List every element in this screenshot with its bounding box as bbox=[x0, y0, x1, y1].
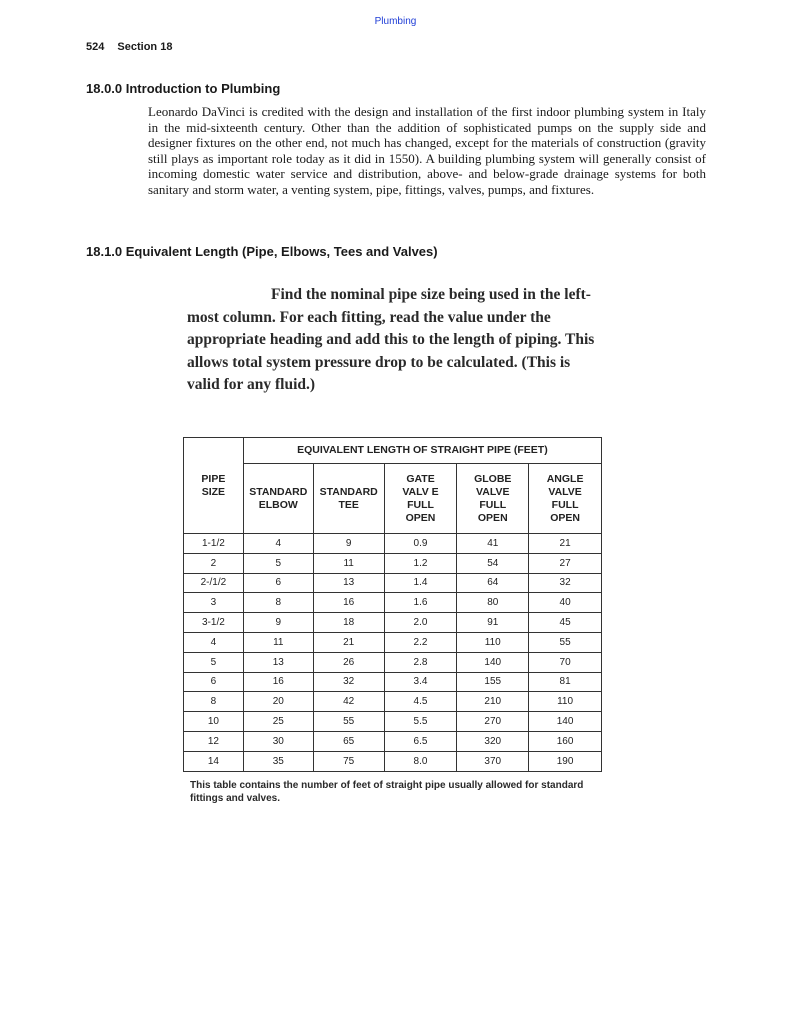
table-cell: 1-1/2 bbox=[184, 534, 244, 554]
table-cell: 3.4 bbox=[384, 672, 457, 692]
table-cell: 5.5 bbox=[384, 712, 457, 732]
table-cell: 5 bbox=[243, 553, 313, 573]
table-cell: 4 bbox=[243, 534, 313, 554]
table-cell: 35 bbox=[243, 751, 313, 771]
table-row bbox=[184, 692, 602, 712]
table-cell: 41 bbox=[457, 534, 529, 554]
table-cell: 13 bbox=[313, 573, 384, 593]
table-row bbox=[184, 751, 602, 771]
table-cell: 6.5 bbox=[384, 731, 457, 751]
table-cell: 91 bbox=[457, 613, 529, 633]
table-cell: 40 bbox=[529, 593, 602, 613]
table-cell: 5 bbox=[184, 652, 244, 672]
table-cell: 18 bbox=[313, 613, 384, 633]
table-row bbox=[184, 672, 602, 692]
table-cell: 155 bbox=[457, 672, 529, 692]
table-cell: 30 bbox=[243, 731, 313, 751]
table-cell: 27 bbox=[529, 553, 602, 573]
table-row bbox=[184, 534, 602, 554]
header-globe-valve: GLOBE VALVE FULL OPEN bbox=[457, 464, 529, 534]
table-cell: 25 bbox=[243, 712, 313, 732]
table-cell: 2-/1/2 bbox=[184, 573, 244, 593]
table-cell: 2.2 bbox=[384, 632, 457, 652]
table-cell: 75 bbox=[313, 751, 384, 771]
table-row bbox=[184, 613, 602, 633]
table-cell: 270 bbox=[457, 712, 529, 732]
table-cell: 2.8 bbox=[384, 652, 457, 672]
table-cell: 14 bbox=[184, 751, 244, 771]
table-row bbox=[184, 652, 602, 672]
table-cell: 81 bbox=[529, 672, 602, 692]
table-cell: 32 bbox=[529, 573, 602, 593]
table-cell: 10 bbox=[184, 712, 244, 732]
table-row bbox=[184, 593, 602, 613]
table-row bbox=[184, 712, 602, 732]
table-cell: 45 bbox=[529, 613, 602, 633]
table-cell: 65 bbox=[313, 731, 384, 751]
table-cell: 6 bbox=[184, 672, 244, 692]
table-cell: 9 bbox=[243, 613, 313, 633]
table-cell: 3-1/2 bbox=[184, 613, 244, 633]
table-body bbox=[184, 534, 602, 772]
table-cell: 80 bbox=[457, 593, 529, 613]
header-gate-valve: GATE VALV E FULL OPEN bbox=[384, 464, 457, 534]
header-pipe-size: PIPE SIZE bbox=[184, 438, 244, 534]
table-cell: 1.4 bbox=[384, 573, 457, 593]
table-cell: 4.5 bbox=[384, 692, 457, 712]
page-number: 524 bbox=[86, 41, 105, 53]
table-cell: 16 bbox=[313, 593, 384, 613]
table-cell: 8.0 bbox=[384, 751, 457, 771]
section-label: Section 18 bbox=[117, 41, 173, 53]
table-cell: 0.9 bbox=[384, 534, 457, 554]
header-angle-valve: ANGLE VALVE FULL OPEN bbox=[529, 464, 602, 534]
table-cell: 4 bbox=[184, 632, 244, 652]
table-cell: 13 bbox=[243, 652, 313, 672]
table-cell: 55 bbox=[313, 712, 384, 732]
table-cell: 6 bbox=[243, 573, 313, 593]
table-cell: 21 bbox=[529, 534, 602, 554]
table-title: EQUIVALENT LENGTH OF STRAIGHT PIPE (FEET) bbox=[243, 438, 601, 464]
table-row bbox=[184, 573, 602, 593]
table-cell: 3 bbox=[184, 593, 244, 613]
table-cell: 12 bbox=[184, 731, 244, 751]
table-cell: 160 bbox=[529, 731, 602, 751]
equivalent-length-table bbox=[183, 437, 602, 772]
instructions-paragraph: Find the nominal pipe size being used in the left-most column. For each fitting, read the value under the appropriate heading and add this to the length of piping. This allows total system pressure drop to be calculated. (This is valid for any fluid.) bbox=[187, 286, 595, 393]
table-row bbox=[184, 632, 602, 652]
intro-paragraph: Leonardo DaVinci is credited with the design and installation of the first indoor plumbing system in Italy in the mid-sixteenth century. Other than the addition of sophisticated pumps on the supply side and designer fixtures on the other end, not much has changed, except for the materials of construction (gravity still plays as important role today as it did in 1550). A building plumbing system will generally consist of incoming domestic water service and distribution, above- and below-grade drainage systems for both sanitary and storm water, a venting system, pipe, fittings, valves, pumps, and fixtures. bbox=[148, 104, 706, 197]
table-cell: 140 bbox=[529, 712, 602, 732]
table-cell: 9 bbox=[313, 534, 384, 554]
table-caption: This table contains the number of feet of straight pipe usually allowed for standard fittings and valves. bbox=[190, 780, 584, 804]
header-standard-tee: STANDARD TEE bbox=[313, 464, 384, 534]
table-cell: 1.2 bbox=[384, 553, 457, 573]
table-cell: 2.0 bbox=[384, 613, 457, 633]
running-head: Plumbing bbox=[374, 16, 417, 27]
table-cell: 1.6 bbox=[384, 593, 457, 613]
table-cell: 20 bbox=[243, 692, 313, 712]
table-cell: 55 bbox=[529, 632, 602, 652]
table-cell: 11 bbox=[313, 553, 384, 573]
table-row bbox=[184, 731, 602, 751]
header-standard-elbow: STANDARD ELBOW bbox=[243, 464, 313, 534]
table-cell: 42 bbox=[313, 692, 384, 712]
table-row bbox=[184, 553, 602, 573]
table-cell: 64 bbox=[457, 573, 529, 593]
table-cell: 190 bbox=[529, 751, 602, 771]
table-cell: 210 bbox=[457, 692, 529, 712]
table-cell: 21 bbox=[313, 632, 384, 652]
table-cell: 2 bbox=[184, 553, 244, 573]
table-cell: 110 bbox=[457, 632, 529, 652]
table-cell: 8 bbox=[184, 692, 244, 712]
table-cell: 110 bbox=[529, 692, 602, 712]
table-cell: 140 bbox=[457, 652, 529, 672]
heading-equivalent-length: 18.1.0 Equivalent Length (Pipe, Elbows, Tees and Valves) bbox=[86, 244, 438, 259]
page-folio bbox=[86, 41, 172, 53]
table-cell: 16 bbox=[243, 672, 313, 692]
table-cell: 370 bbox=[457, 751, 529, 771]
table-cell: 26 bbox=[313, 652, 384, 672]
table-cell: 11 bbox=[243, 632, 313, 652]
table-cell: 8 bbox=[243, 593, 313, 613]
table-cell: 320 bbox=[457, 731, 529, 751]
table-cell: 70 bbox=[529, 652, 602, 672]
table-cell: 54 bbox=[457, 553, 529, 573]
table-cell: 32 bbox=[313, 672, 384, 692]
heading-intro: 18.0.0 Introduction to Plumbing bbox=[86, 81, 281, 96]
